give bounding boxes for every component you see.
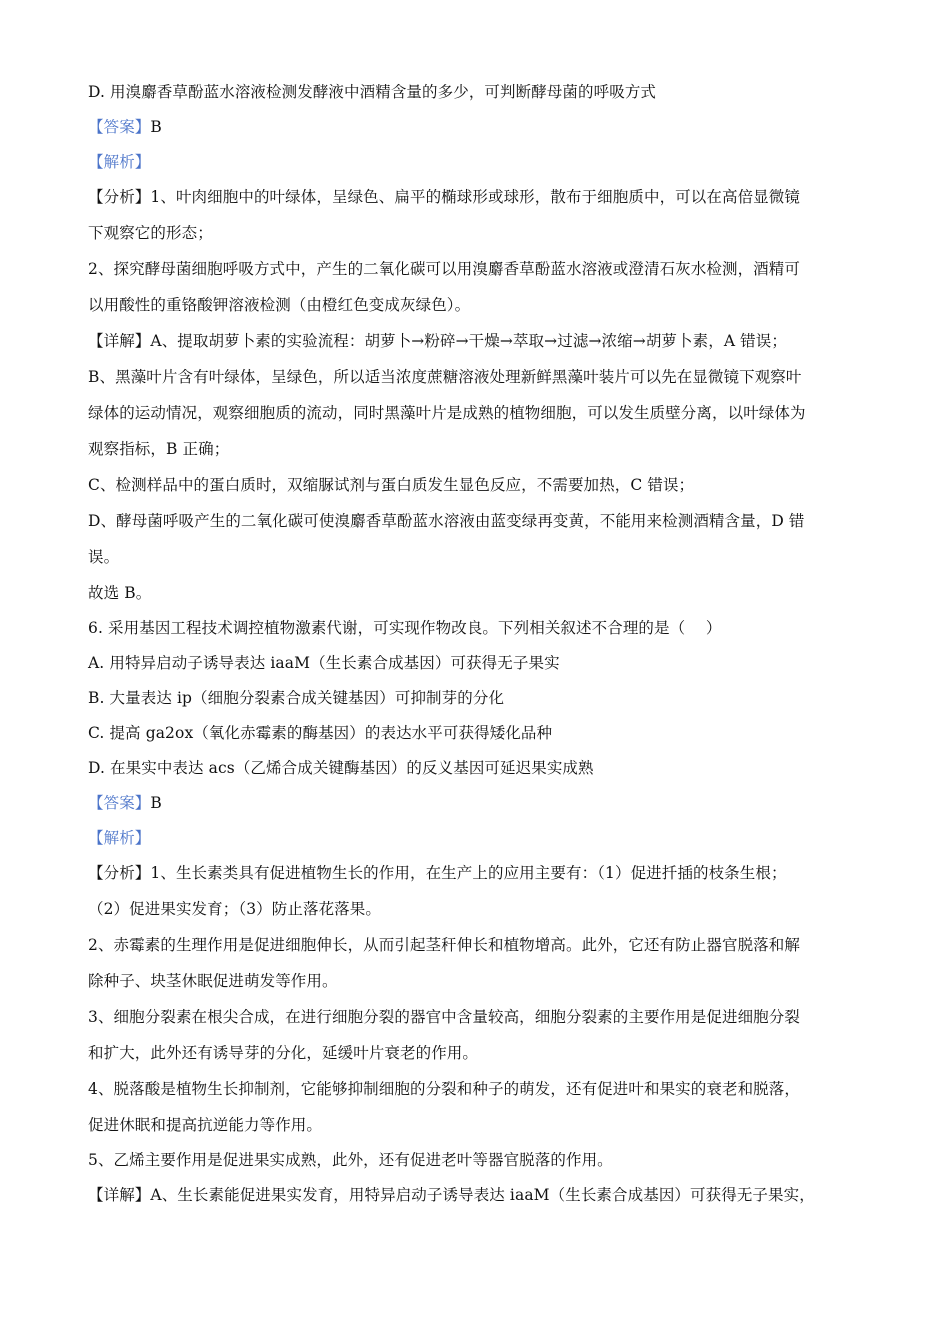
detail-paragraph: D、酵母菌呼吸产生的二氧化碳可使溴麝香草酚蓝水溶液由蓝变绿再变黄，不能用来检测酒精含量，D 错: [88, 512, 805, 530]
analysis-heading: 【解析】: [88, 829, 151, 847]
question-6-option-d: D. 在果实中表达 acs（乙烯合成关键酶基因）的反义基因可延迟果实成熟: [88, 759, 594, 777]
question-6-option-a: A. 用特异启动子诱导表达 iaaM（生长素合成基因）可获得无子果实: [88, 654, 560, 672]
answer-label: 【答案】: [88, 794, 151, 812]
detail-paragraph: 【详解】A、生长素能促进果实发育，用特异启动子诱导表达 iaaM（生长素合成基因）可获得无子果实，: [88, 1186, 815, 1204]
analysis-paragraph: 促进休眠和提高抗逆能力等作用。: [88, 1116, 323, 1134]
question-6-option-c: C. 提高 ga2ox（氧化赤霉素的酶基因）的表达水平可获得矮化品种: [88, 724, 553, 742]
analysis-paragraph: 以用酸性的重铬酸钾溶液检测（由橙红色变成灰绿色）。: [88, 296, 471, 314]
question-5-option-d: D. 用溴麝香草酚蓝水溶液检测发酵液中酒精含量的多少，可判断酵母菌的呼吸方式: [88, 83, 657, 101]
question-6-stem: 6. 采用基因工程技术调控植物激素代谢，可实现作物改良。下列相关叙述不合理的是（ ）: [88, 619, 722, 637]
analysis-paragraph: 【分析】1、叶肉细胞中的叶绿体，呈绿色、扁平的椭球形或球形，散布于细胞质中，可以在高倍显微镜: [88, 188, 800, 206]
detail-paragraph: 【详解】A、提取胡萝卜素的实验流程：胡萝卜→粉碎→干燥→萃取→过滤→浓缩→胡萝卜素，A 错误；: [88, 332, 787, 350]
analysis-paragraph: （2）促进果实发育；（3）防止落花落果。: [88, 900, 381, 918]
analysis-heading: 【解析】: [88, 153, 151, 171]
analysis-paragraph: 【分析】1、生长素类具有促进植物生长的作用，在生产上的应用主要有：（1）促进扦插的枝条生根；: [88, 864, 787, 882]
analysis-paragraph: 4、脱落酸是植物生长抑制剂，它能够抑制细胞的分裂和种子的萌发，还有促进叶和果实的衰老和脱落，: [88, 1080, 800, 1098]
detail-paragraph: 误。: [88, 548, 120, 566]
detail-paragraph: 绿体的运动情况，观察细胞质的流动，同时黑藻叶片是成熟的植物细胞，可以发生质壁分离，以叶绿体为: [88, 404, 806, 422]
answer-line: [88, 792, 868, 814]
choose-line: 故选 B。: [88, 584, 152, 602]
analysis-paragraph: 2、赤霉素的生理作用是促进细胞伸长，从而引起茎秆伸长和植物增高。此外，它还有防止器官脱落和解: [88, 936, 800, 954]
analysis-paragraph: 下观察它的形态；: [88, 224, 213, 242]
answer-value: B: [150, 118, 162, 136]
answer-value: B: [150, 794, 162, 812]
analysis-paragraph: 除种子、块茎休眠促进萌发等作用。: [88, 972, 338, 990]
detail-paragraph: 观察指标，B 正确；: [88, 440, 230, 458]
question-6-option-b: B. 大量表达 ip（细胞分裂素合成关键基因）可抑制芽的分化: [88, 689, 505, 707]
answer-line: [88, 116, 868, 138]
detail-paragraph: B、黑藻叶片含有叶绿体，呈绿色，所以适当浓度蔗糖溶液处理新鲜黑藻叶装片可以先在显微镜下观察叶: [88, 368, 802, 386]
analysis-paragraph: 2、探究酵母菌细胞呼吸方式中，产生的二氧化碳可以用溴麝香草酚蓝水溶液或澄清石灰水检测，酒精可: [88, 260, 800, 278]
detail-paragraph: C、检测样品中的蛋白质时，双缩脲试剂与蛋白质发生显色反应，不需要加热，C 错误；: [88, 476, 695, 494]
analysis-paragraph: 3、细胞分裂素在根尖合成，在进行细胞分裂的器官中含量较高，细胞分裂素的主要作用是促进细胞分裂: [88, 1008, 800, 1026]
analysis-paragraph: 和扩大，此外还有诱导芽的分化，延缓叶片衰老的作用。: [88, 1044, 479, 1062]
analysis-paragraph: 5、乙烯主要作用是促进果实成熟，此外，还有促进老叶等器官脱落的作用。: [88, 1151, 613, 1169]
answer-label: 【答案】: [88, 118, 151, 136]
